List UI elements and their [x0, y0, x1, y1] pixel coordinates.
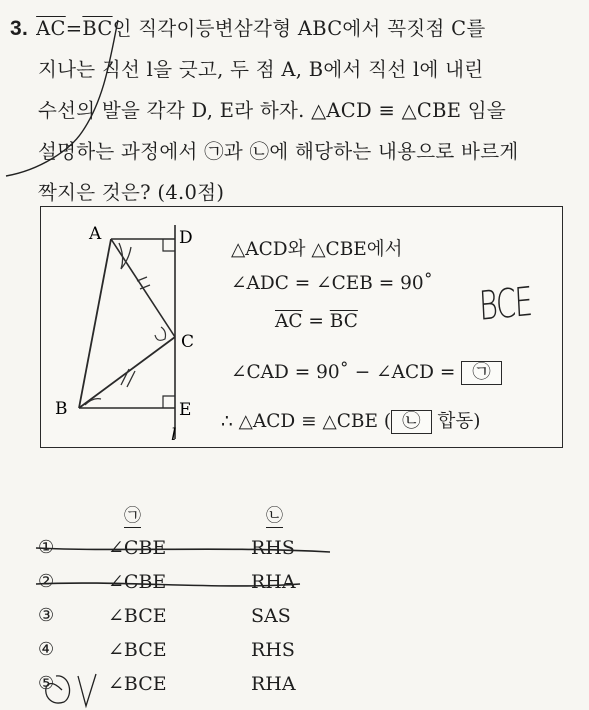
header-col-a: ㉠	[124, 506, 141, 526]
header-col-b: ㉡	[266, 506, 283, 526]
proof-segment-ac: $\overline{AC}$	[275, 311, 303, 332]
blank-2: ㉡	[391, 410, 432, 434]
label-d: D	[179, 228, 193, 248]
option-a-value: ∠CBE	[108, 537, 167, 559]
option-1[interactable]	[0, 537, 589, 571]
angle-scribble-c	[155, 327, 166, 340]
option-a-value: ∠BCE	[108, 639, 167, 661]
proof-line-5	[221, 407, 480, 434]
handwritten-note: BCE	[478, 278, 533, 330]
option-number: ④	[38, 639, 55, 660]
option-number: ⑤	[38, 673, 55, 694]
proof-segment-bc: $\overline{BC}$	[329, 311, 358, 332]
proof-line-1: △ACD와 △CBE에서	[231, 239, 403, 260]
proof-equals: =	[302, 311, 330, 332]
equal-tick-bc	[121, 369, 135, 387]
label-c: C	[181, 332, 195, 352]
label-b: B	[55, 399, 68, 419]
label-a: A	[89, 224, 102, 244]
proof-line-5-suffix: 합동)	[431, 411, 481, 432]
question-line-2: 지나는 직선 l을 긋고, 두 점 A, B에서 직선 l에 내린	[38, 58, 484, 81]
question-line-5: 짝지은 것은? (4.0점)	[38, 181, 225, 204]
option-a-value: ∠BCE	[108, 605, 167, 627]
question-number: 3.	[10, 17, 29, 40]
proof-line-3	[275, 311, 358, 332]
angle-scribble-a	[119, 243, 131, 269]
question-line-1	[10, 8, 580, 49]
option-number: ②	[38, 571, 55, 592]
proof-line-4-prefix: ∠CAD = 90˚ − ∠ACD =	[231, 362, 462, 383]
equals-sign: =	[65, 17, 83, 40]
option-3[interactable]	[0, 605, 589, 639]
question-line-1-rest: 인 직각이등변삼각형 ABC에서 꼭짓점 C를	[112, 17, 486, 40]
segment-ac: $\overline{AC}$	[36, 17, 66, 40]
option-b-value: RHS	[251, 537, 295, 559]
option-number: ③	[38, 605, 55, 626]
option-b-value: RHA	[251, 571, 296, 593]
blank-1: ㉠	[461, 361, 502, 385]
option-b-value: SAS	[251, 605, 291, 627]
label-e: E	[179, 400, 192, 420]
option-5[interactable]	[0, 673, 589, 707]
segment-bc: $\overline{BC}$	[82, 17, 113, 40]
option-b-value: RHS	[251, 639, 295, 661]
triangle-figure	[41, 207, 231, 447]
question-line-3: 수선의 발을 각각 D, E라 하자. △ACD ≡ △CBE 임을	[38, 99, 507, 122]
proof-line-2: ∠ADC = ∠CEB = 90˚	[231, 273, 433, 294]
proof-line-4	[231, 361, 502, 385]
option-number: ①	[38, 537, 55, 558]
proof-line-5-prefix: ∴ △ACD ≡ △CBE (	[221, 411, 392, 432]
option-b-value: RHA	[251, 673, 296, 695]
option-a-value: ∠CBE	[108, 571, 167, 593]
label-l: l	[171, 425, 177, 445]
segment-ab	[79, 239, 111, 408]
question	[10, 8, 580, 213]
option-4[interactable]	[0, 639, 589, 673]
right-angle-d	[163, 239, 175, 251]
option-a-value: ∠BCE	[108, 673, 167, 695]
question-line-4: 설명하는 과정에서 ㉠과 ㉡에 해당하는 내용으로 바르게	[38, 140, 519, 163]
option-2[interactable]	[0, 571, 589, 605]
right-angle-e	[163, 396, 175, 408]
